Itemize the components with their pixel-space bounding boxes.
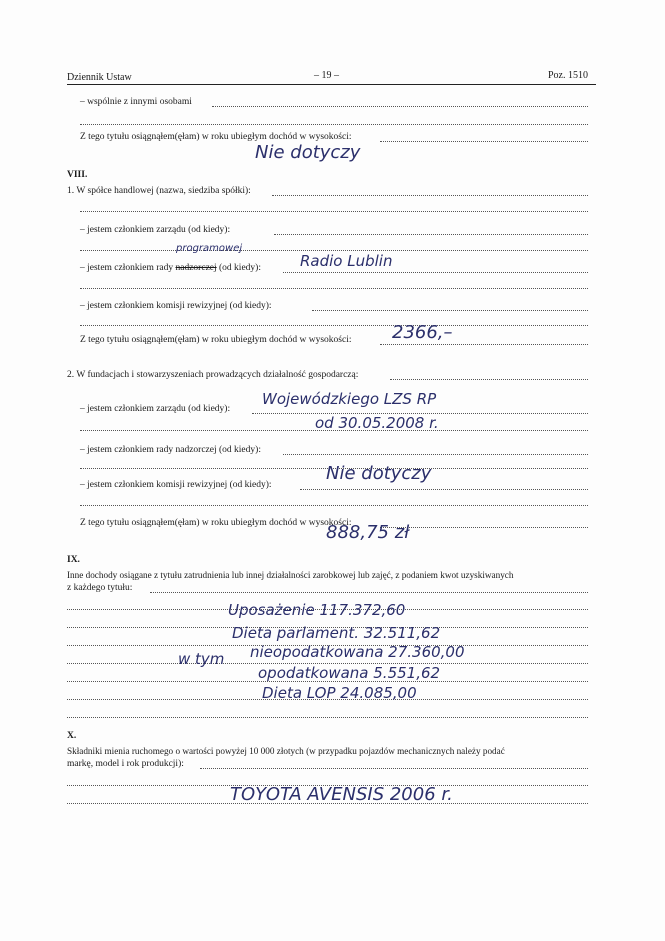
foundation-supervisory-label: – jestem członkiem rady nadzorczej (od kiedy): xyxy=(80,445,261,455)
dotted-line xyxy=(80,325,588,326)
company-label: 1. W spółce handlowej (nazwa, siedziba spółki): xyxy=(67,186,251,196)
header-rule xyxy=(67,84,596,85)
other-income-desc-1: Inne dochody osiągane z tytułu zatrudnienia lub innej działalności zarobkowej lub zajęć, z podaniem kwot uzyskiwanych xyxy=(67,570,514,580)
supervisory-label xyxy=(80,264,261,274)
handwritten-date: od 30.05.2008 r. xyxy=(315,414,439,432)
income-label: Z tego tytułu osiągnąłem(ęłam) w roku ubiegłym dochód w wysokości: xyxy=(80,335,352,345)
dotted-line xyxy=(80,505,588,506)
journal-title: Dziennik Ustaw xyxy=(67,72,132,83)
other-income-desc-2: z każdego tytułu: xyxy=(67,583,133,593)
handwritten-inserted-word: programowej xyxy=(176,243,243,254)
dotted-line xyxy=(80,250,588,251)
position-number: Poz. 1510 xyxy=(548,70,588,81)
dotted-line xyxy=(80,288,588,289)
section-ix-heading: IX. xyxy=(67,555,80,565)
board-label: – jestem członkiem zarządu (od kiedy): xyxy=(80,225,231,235)
jointly-label: – wspólnie z innymi osobami xyxy=(80,97,192,107)
dotted-line xyxy=(283,272,588,273)
dotted-line xyxy=(272,195,588,196)
struck-word: nadzorczej xyxy=(175,263,217,273)
foundations-label: 2. W fundacjach i stowarzyszeniach prowadzących działalność gospodarczą: xyxy=(67,370,359,380)
dotted-line xyxy=(300,489,588,490)
dotted-line xyxy=(80,211,588,212)
income-label: Z tego tytułu osiągnąłem(ęłam) w roku ubiegłym dochód w wysokości: xyxy=(80,132,352,142)
dotted-line xyxy=(380,344,588,345)
handwritten-untaxed: nieopodatkowana 27.360,00 xyxy=(250,643,465,661)
handwritten-company: Radio Lublin xyxy=(300,252,393,270)
foundation-income-label: Z tego tytułu osiągnąłem(ęłam) w roku ubiegłym dochód w wysokości: xyxy=(80,518,352,528)
handwritten-organization: Wojewódzkiego LZS RP xyxy=(262,390,437,408)
handwritten-car: TOYOTA AVENSIS 2006 r. xyxy=(230,784,453,805)
handwritten-allowance: Dieta parlament. 32.511,62 xyxy=(232,624,441,642)
dotted-line xyxy=(312,310,588,311)
page-number: – 19 – xyxy=(314,70,339,81)
dotted-line xyxy=(80,124,588,125)
dotted-line xyxy=(200,768,588,769)
foundation-board-label: – jestem członkiem zarządu (od kiedy): xyxy=(80,404,231,414)
handwritten-income: 2366,– xyxy=(392,322,453,343)
handwritten-salary: Uposażenie 117.372,60 xyxy=(228,601,406,619)
handwritten-income: Nie dotyczy xyxy=(255,142,361,163)
dotted-line xyxy=(274,234,588,235)
handwritten-lop-allowance: Dieta LOP 24.085,00 xyxy=(262,684,417,702)
handwritten-audit: Nie dotyczy xyxy=(326,463,432,484)
dotted-line xyxy=(67,717,588,718)
dotted-line xyxy=(283,454,588,455)
handwritten-taxed: opodatkowana 5.551,62 xyxy=(258,664,441,682)
dotted-line xyxy=(390,379,588,380)
foundation-audit-label: – jestem członkiem komisji rewizyjnej (od kiedy): xyxy=(80,480,272,490)
movable-property-desc-2: markę, model i rok produkcji): xyxy=(67,759,184,769)
supervisory-label-b: (od kiedy): xyxy=(219,263,261,273)
supervisory-label-a: – jestem członkiem rady xyxy=(80,263,174,273)
dotted-line xyxy=(150,592,588,593)
section-x-heading: X. xyxy=(67,731,77,741)
dotted-line xyxy=(380,527,588,528)
dotted-line xyxy=(212,106,588,107)
handwritten-foundation-income: 888,75 zł xyxy=(326,522,410,543)
audit-label: – jestem członkiem komisji rewizyjnej (od kiedy): xyxy=(80,301,272,311)
dotted-line xyxy=(380,141,588,142)
movable-property-desc-1: Składniki mienia ruchomego o wartości powyżej 10 000 złotych (w przypadku pojazdów mechanicznych należy podać xyxy=(67,746,505,756)
handwritten-of-which: w tym xyxy=(178,650,225,668)
section-viii-heading: VIII. xyxy=(67,170,88,180)
